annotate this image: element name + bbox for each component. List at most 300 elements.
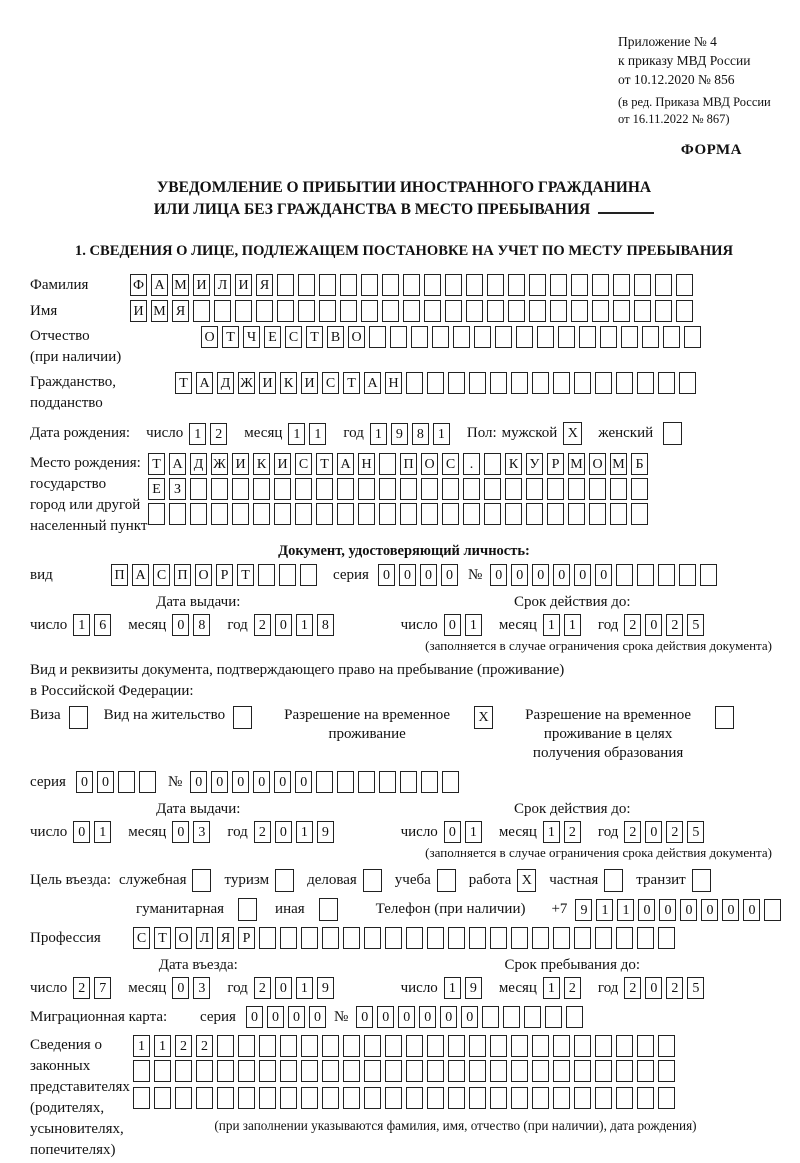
char-box[interactable]: 0 <box>420 564 437 586</box>
char-box[interactable] <box>238 1087 255 1109</box>
char-box[interactable] <box>532 1060 549 1082</box>
char-box[interactable] <box>550 300 567 322</box>
char-box[interactable] <box>217 1087 234 1109</box>
char-box[interactable] <box>511 927 528 949</box>
char-box[interactable] <box>676 300 693 322</box>
char-box[interactable] <box>595 372 612 394</box>
char-box[interactable]: О <box>175 927 192 949</box>
char-box[interactable]: А <box>151 274 168 296</box>
purpose-transit-checkbox[interactable] <box>692 869 711 892</box>
char-box[interactable] <box>358 771 375 793</box>
char-box[interactable] <box>258 564 275 586</box>
char-box[interactable]: З <box>169 478 186 500</box>
char-box[interactable] <box>238 1060 255 1082</box>
char-box[interactable] <box>445 274 462 296</box>
char-box[interactable]: 0 <box>172 977 189 999</box>
char-box[interactable]: 1 <box>617 899 634 921</box>
char-box[interactable]: 1 <box>596 899 613 921</box>
char-box[interactable] <box>684 326 701 348</box>
char-box[interactable] <box>343 1060 360 1082</box>
char-box[interactable] <box>385 1060 402 1082</box>
char-box[interactable]: Я <box>217 927 234 949</box>
char-box[interactable]: 5 <box>687 614 704 636</box>
char-box[interactable]: Р <box>547 453 564 475</box>
char-box[interactable] <box>175 1060 192 1082</box>
char-box[interactable]: Л <box>196 927 213 949</box>
char-box[interactable]: Т <box>222 326 239 348</box>
char-box[interactable] <box>511 1060 528 1082</box>
char-box[interactable] <box>592 274 609 296</box>
char-box[interactable] <box>469 372 486 394</box>
char-box[interactable] <box>253 478 270 500</box>
char-box[interactable] <box>621 326 638 348</box>
char-box[interactable] <box>574 927 591 949</box>
char-box[interactable] <box>658 927 675 949</box>
char-box[interactable]: А <box>132 564 149 586</box>
char-box[interactable] <box>364 1087 381 1109</box>
char-box[interactable] <box>217 1035 234 1057</box>
char-box[interactable] <box>280 1087 297 1109</box>
char-box[interactable]: 0 <box>419 1006 436 1028</box>
char-box[interactable]: М <box>172 274 189 296</box>
char-box[interactable]: С <box>285 326 302 348</box>
char-box[interactable]: 0 <box>190 771 207 793</box>
char-box[interactable] <box>274 478 291 500</box>
char-box[interactable] <box>301 927 318 949</box>
option-temp-residence-checkbox[interactable]: X <box>474 706 493 729</box>
char-box[interactable] <box>295 478 312 500</box>
char-box[interactable]: 1 <box>133 1035 150 1057</box>
sex-female-checkbox[interactable] <box>663 422 682 445</box>
char-box[interactable] <box>482 1006 499 1028</box>
char-box[interactable] <box>484 503 501 525</box>
char-box[interactable] <box>190 503 207 525</box>
char-box[interactable] <box>616 1060 633 1082</box>
char-box[interactable]: 0 <box>645 977 662 999</box>
char-box[interactable] <box>484 478 501 500</box>
char-box[interactable]: 1 <box>288 423 305 445</box>
char-box[interactable]: 2 <box>666 821 683 843</box>
char-box[interactable] <box>301 1035 318 1057</box>
char-box[interactable]: 0 <box>76 771 93 793</box>
char-box[interactable] <box>196 1087 213 1109</box>
char-box[interactable]: 0 <box>73 821 90 843</box>
char-box[interactable] <box>637 1087 654 1109</box>
char-box[interactable] <box>232 503 249 525</box>
char-box[interactable] <box>316 771 333 793</box>
char-box[interactable]: 2 <box>624 614 641 636</box>
char-box[interactable]: 1 <box>444 977 461 999</box>
char-box[interactable] <box>379 771 396 793</box>
char-box[interactable] <box>553 927 570 949</box>
char-box[interactable]: О <box>348 326 365 348</box>
char-box[interactable]: 0 <box>275 614 292 636</box>
char-box[interactable] <box>369 326 386 348</box>
char-box[interactable]: 0 <box>97 771 114 793</box>
char-box[interactable]: О <box>589 453 606 475</box>
char-box[interactable] <box>169 503 186 525</box>
char-box[interactable] <box>421 478 438 500</box>
char-box[interactable]: 2 <box>254 977 271 999</box>
char-box[interactable]: 2 <box>175 1035 192 1057</box>
char-box[interactable]: 1 <box>296 614 313 636</box>
char-box[interactable]: 0 <box>398 1006 415 1028</box>
char-box[interactable] <box>322 1087 339 1109</box>
char-box[interactable]: М <box>151 300 168 322</box>
char-box[interactable] <box>616 1087 633 1109</box>
char-box[interactable] <box>259 1060 276 1082</box>
char-box[interactable] <box>421 503 438 525</box>
char-box[interactable]: 3 <box>193 821 210 843</box>
char-box[interactable]: 1 <box>154 1035 171 1057</box>
char-box[interactable]: О <box>201 326 218 348</box>
char-box[interactable]: 0 <box>441 564 458 586</box>
char-box[interactable] <box>448 1035 465 1057</box>
char-box[interactable] <box>235 300 252 322</box>
char-box[interactable] <box>592 300 609 322</box>
char-box[interactable]: 1 <box>296 821 313 843</box>
char-box[interactable] <box>382 300 399 322</box>
char-box[interactable]: 0 <box>532 564 549 586</box>
char-box[interactable] <box>568 478 585 500</box>
char-box[interactable] <box>190 478 207 500</box>
char-box[interactable] <box>442 478 459 500</box>
char-box[interactable] <box>595 927 612 949</box>
char-box[interactable]: И <box>130 300 147 322</box>
char-box[interactable] <box>259 927 276 949</box>
char-box[interactable] <box>277 274 294 296</box>
char-box[interactable] <box>508 300 525 322</box>
char-box[interactable]: П <box>174 564 191 586</box>
char-box[interactable] <box>361 274 378 296</box>
char-box[interactable] <box>679 372 696 394</box>
char-box[interactable]: Ф <box>130 274 147 296</box>
char-box[interactable] <box>571 300 588 322</box>
char-box[interactable]: 5 <box>687 821 704 843</box>
char-box[interactable] <box>316 503 333 525</box>
char-box[interactable] <box>553 1060 570 1082</box>
char-box[interactable]: Ч <box>243 326 260 348</box>
char-box[interactable] <box>337 503 354 525</box>
char-box[interactable]: М <box>568 453 585 475</box>
char-box[interactable] <box>553 1087 570 1109</box>
char-box[interactable] <box>406 372 423 394</box>
char-box[interactable]: 0 <box>645 821 662 843</box>
char-box[interactable] <box>679 564 696 586</box>
char-box[interactable] <box>343 1087 360 1109</box>
char-box[interactable]: 2 <box>73 977 90 999</box>
char-box[interactable] <box>442 503 459 525</box>
char-box[interactable] <box>574 1060 591 1082</box>
char-box[interactable]: И <box>235 274 252 296</box>
char-box[interactable]: 1 <box>465 821 482 843</box>
char-box[interactable]: 0 <box>275 977 292 999</box>
char-box[interactable] <box>253 503 270 525</box>
char-box[interactable]: 0 <box>211 771 228 793</box>
char-box[interactable]: Д <box>190 453 207 475</box>
char-box[interactable] <box>589 478 606 500</box>
char-box[interactable] <box>343 927 360 949</box>
char-box[interactable] <box>469 1035 486 1057</box>
char-box[interactable]: Т <box>343 372 360 394</box>
char-box[interactable] <box>385 1087 402 1109</box>
char-box[interactable] <box>364 1035 381 1057</box>
char-box[interactable] <box>154 1060 171 1082</box>
char-box[interactable]: 2 <box>254 614 271 636</box>
char-box[interactable] <box>385 1035 402 1057</box>
char-box[interactable] <box>616 564 633 586</box>
char-box[interactable]: 0 <box>172 821 189 843</box>
char-box[interactable] <box>655 274 672 296</box>
char-box[interactable] <box>400 503 417 525</box>
char-box[interactable] <box>217 1060 234 1082</box>
char-box[interactable]: 0 <box>490 564 507 586</box>
purpose-study-checkbox[interactable] <box>437 869 456 892</box>
char-box[interactable] <box>764 899 781 921</box>
char-box[interactable] <box>427 1060 444 1082</box>
char-box[interactable] <box>595 1087 612 1109</box>
char-box[interactable]: К <box>280 372 297 394</box>
char-box[interactable] <box>574 372 591 394</box>
char-box[interactable]: О <box>195 564 212 586</box>
char-box[interactable]: П <box>400 453 417 475</box>
char-box[interactable] <box>340 274 357 296</box>
char-box[interactable] <box>322 1060 339 1082</box>
char-box[interactable] <box>568 503 585 525</box>
char-box[interactable]: М <box>610 453 627 475</box>
char-box[interactable] <box>385 927 402 949</box>
char-box[interactable] <box>595 1060 612 1082</box>
char-box[interactable] <box>175 1087 192 1109</box>
char-box[interactable]: К <box>253 453 270 475</box>
char-box[interactable]: 0 <box>743 899 760 921</box>
char-box[interactable] <box>579 326 596 348</box>
char-box[interactable] <box>358 478 375 500</box>
char-box[interactable] <box>532 1087 549 1109</box>
char-box[interactable]: С <box>442 453 459 475</box>
char-box[interactable] <box>274 503 291 525</box>
char-box[interactable] <box>337 771 354 793</box>
char-box[interactable]: Р <box>216 564 233 586</box>
char-box[interactable]: У <box>526 453 543 475</box>
char-box[interactable] <box>400 771 417 793</box>
char-box[interactable] <box>298 300 315 322</box>
char-box[interactable]: 1 <box>543 614 560 636</box>
char-box[interactable] <box>511 1035 528 1057</box>
char-box[interactable] <box>406 1035 423 1057</box>
char-box[interactable] <box>658 1035 675 1057</box>
char-box[interactable] <box>508 274 525 296</box>
char-box[interactable] <box>427 1087 444 1109</box>
char-box[interactable]: 9 <box>465 977 482 999</box>
char-box[interactable] <box>466 274 483 296</box>
char-box[interactable] <box>463 478 480 500</box>
char-box[interactable]: 9 <box>317 977 334 999</box>
char-box[interactable] <box>382 274 399 296</box>
char-box[interactable] <box>358 503 375 525</box>
char-box[interactable] <box>524 1006 541 1028</box>
char-box[interactable]: 1 <box>465 614 482 636</box>
char-box[interactable] <box>448 1060 465 1082</box>
char-box[interactable]: 0 <box>553 564 570 586</box>
char-box[interactable] <box>529 274 546 296</box>
char-box[interactable] <box>319 274 336 296</box>
char-box[interactable] <box>490 1087 507 1109</box>
char-box[interactable]: Е <box>264 326 281 348</box>
char-box[interactable] <box>589 503 606 525</box>
char-box[interactable]: 3 <box>193 977 210 999</box>
char-box[interactable]: 0 <box>246 1006 263 1028</box>
char-box[interactable] <box>406 927 423 949</box>
char-box[interactable] <box>532 1035 549 1057</box>
purpose-private-checkbox[interactable] <box>604 869 623 892</box>
char-box[interactable]: 8 <box>193 614 210 636</box>
char-box[interactable] <box>637 1035 654 1057</box>
char-box[interactable] <box>133 1060 150 1082</box>
char-box[interactable]: 1 <box>564 614 581 636</box>
char-box[interactable] <box>490 1035 507 1057</box>
char-box[interactable] <box>148 503 165 525</box>
char-box[interactable]: 0 <box>309 1006 326 1028</box>
char-box[interactable]: 1 <box>94 821 111 843</box>
char-box[interactable] <box>700 564 717 586</box>
char-box[interactable] <box>280 1035 297 1057</box>
char-box[interactable]: 1 <box>296 977 313 999</box>
char-box[interactable] <box>256 300 273 322</box>
char-box[interactable] <box>301 1087 318 1109</box>
char-box[interactable] <box>211 478 228 500</box>
char-box[interactable] <box>558 326 575 348</box>
char-box[interactable]: И <box>259 372 276 394</box>
char-box[interactable]: 8 <box>412 423 429 445</box>
char-box[interactable] <box>277 300 294 322</box>
purpose-work-checkbox[interactable]: X <box>517 869 536 892</box>
char-box[interactable] <box>631 478 648 500</box>
char-box[interactable] <box>279 564 296 586</box>
char-box[interactable]: Т <box>175 372 192 394</box>
char-box[interactable] <box>364 1060 381 1082</box>
char-box[interactable]: 0 <box>574 564 591 586</box>
char-box[interactable] <box>421 771 438 793</box>
char-box[interactable] <box>390 326 407 348</box>
char-box[interactable] <box>193 300 210 322</box>
char-box[interactable] <box>505 478 522 500</box>
char-box[interactable]: Д <box>217 372 234 394</box>
char-box[interactable]: Т <box>148 453 165 475</box>
char-box[interactable] <box>516 326 533 348</box>
char-box[interactable] <box>214 300 231 322</box>
char-box[interactable]: 1 <box>309 423 326 445</box>
char-box[interactable]: 0 <box>295 771 312 793</box>
char-box[interactable]: 1 <box>543 977 560 999</box>
char-box[interactable] <box>474 326 491 348</box>
char-box[interactable]: А <box>337 453 354 475</box>
char-box[interactable]: С <box>153 564 170 586</box>
char-box[interactable]: 0 <box>444 614 461 636</box>
sex-male-checkbox[interactable]: X <box>563 422 582 445</box>
char-box[interactable] <box>442 771 459 793</box>
char-box[interactable] <box>337 478 354 500</box>
char-box[interactable]: 0 <box>275 821 292 843</box>
char-box[interactable] <box>631 503 648 525</box>
char-box[interactable]: 0 <box>645 614 662 636</box>
char-box[interactable] <box>505 503 522 525</box>
char-box[interactable]: 2 <box>624 977 641 999</box>
char-box[interactable] <box>658 564 675 586</box>
char-box[interactable]: Н <box>358 453 375 475</box>
char-box[interactable] <box>379 503 396 525</box>
char-box[interactable]: 9 <box>317 821 334 843</box>
char-box[interactable] <box>637 927 654 949</box>
char-box[interactable]: 9 <box>575 899 592 921</box>
char-box[interactable]: И <box>232 453 249 475</box>
char-box[interactable] <box>259 1087 276 1109</box>
char-box[interactable] <box>547 478 564 500</box>
char-box[interactable]: С <box>295 453 312 475</box>
char-box[interactable] <box>232 478 249 500</box>
char-box[interactable]: И <box>193 274 210 296</box>
char-box[interactable] <box>613 274 630 296</box>
char-box[interactable] <box>133 1087 150 1109</box>
char-box[interactable]: 0 <box>638 899 655 921</box>
char-box[interactable] <box>487 274 504 296</box>
char-box[interactable] <box>427 372 444 394</box>
char-box[interactable] <box>196 1060 213 1082</box>
char-box[interactable] <box>238 1035 255 1057</box>
char-box[interactable] <box>424 274 441 296</box>
char-box[interactable] <box>139 771 156 793</box>
char-box[interactable] <box>658 1087 675 1109</box>
char-box[interactable]: И <box>301 372 318 394</box>
char-box[interactable]: 0 <box>399 564 416 586</box>
char-box[interactable]: А <box>196 372 213 394</box>
char-box[interactable]: Я <box>256 274 273 296</box>
char-box[interactable] <box>637 1060 654 1082</box>
char-box[interactable] <box>118 771 135 793</box>
char-box[interactable]: 0 <box>232 771 249 793</box>
purpose-other-checkbox[interactable] <box>319 898 338 921</box>
char-box[interactable]: О <box>421 453 438 475</box>
char-box[interactable]: 0 <box>288 1006 305 1028</box>
char-box[interactable] <box>400 478 417 500</box>
char-box[interactable]: К <box>505 453 522 475</box>
char-box[interactable] <box>469 1060 486 1082</box>
char-box[interactable]: 8 <box>317 614 334 636</box>
char-box[interactable]: Л <box>214 274 231 296</box>
char-box[interactable] <box>553 1035 570 1057</box>
char-box[interactable] <box>379 453 396 475</box>
char-box[interactable] <box>495 326 512 348</box>
char-box[interactable]: 2 <box>210 423 227 445</box>
char-box[interactable] <box>259 1035 276 1057</box>
char-box[interactable]: . <box>463 453 480 475</box>
char-box[interactable]: 0 <box>595 564 612 586</box>
char-box[interactable]: В <box>327 326 344 348</box>
char-box[interactable] <box>526 478 543 500</box>
char-box[interactable] <box>361 300 378 322</box>
char-box[interactable] <box>610 503 627 525</box>
char-box[interactable] <box>529 300 546 322</box>
char-box[interactable]: 0 <box>659 899 676 921</box>
char-box[interactable]: 2 <box>666 977 683 999</box>
char-box[interactable]: 2 <box>564 977 581 999</box>
char-box[interactable] <box>280 1060 297 1082</box>
char-box[interactable] <box>424 300 441 322</box>
char-box[interactable] <box>448 927 465 949</box>
char-box[interactable] <box>445 300 462 322</box>
char-box[interactable]: 0 <box>378 564 395 586</box>
char-box[interactable] <box>545 1006 562 1028</box>
